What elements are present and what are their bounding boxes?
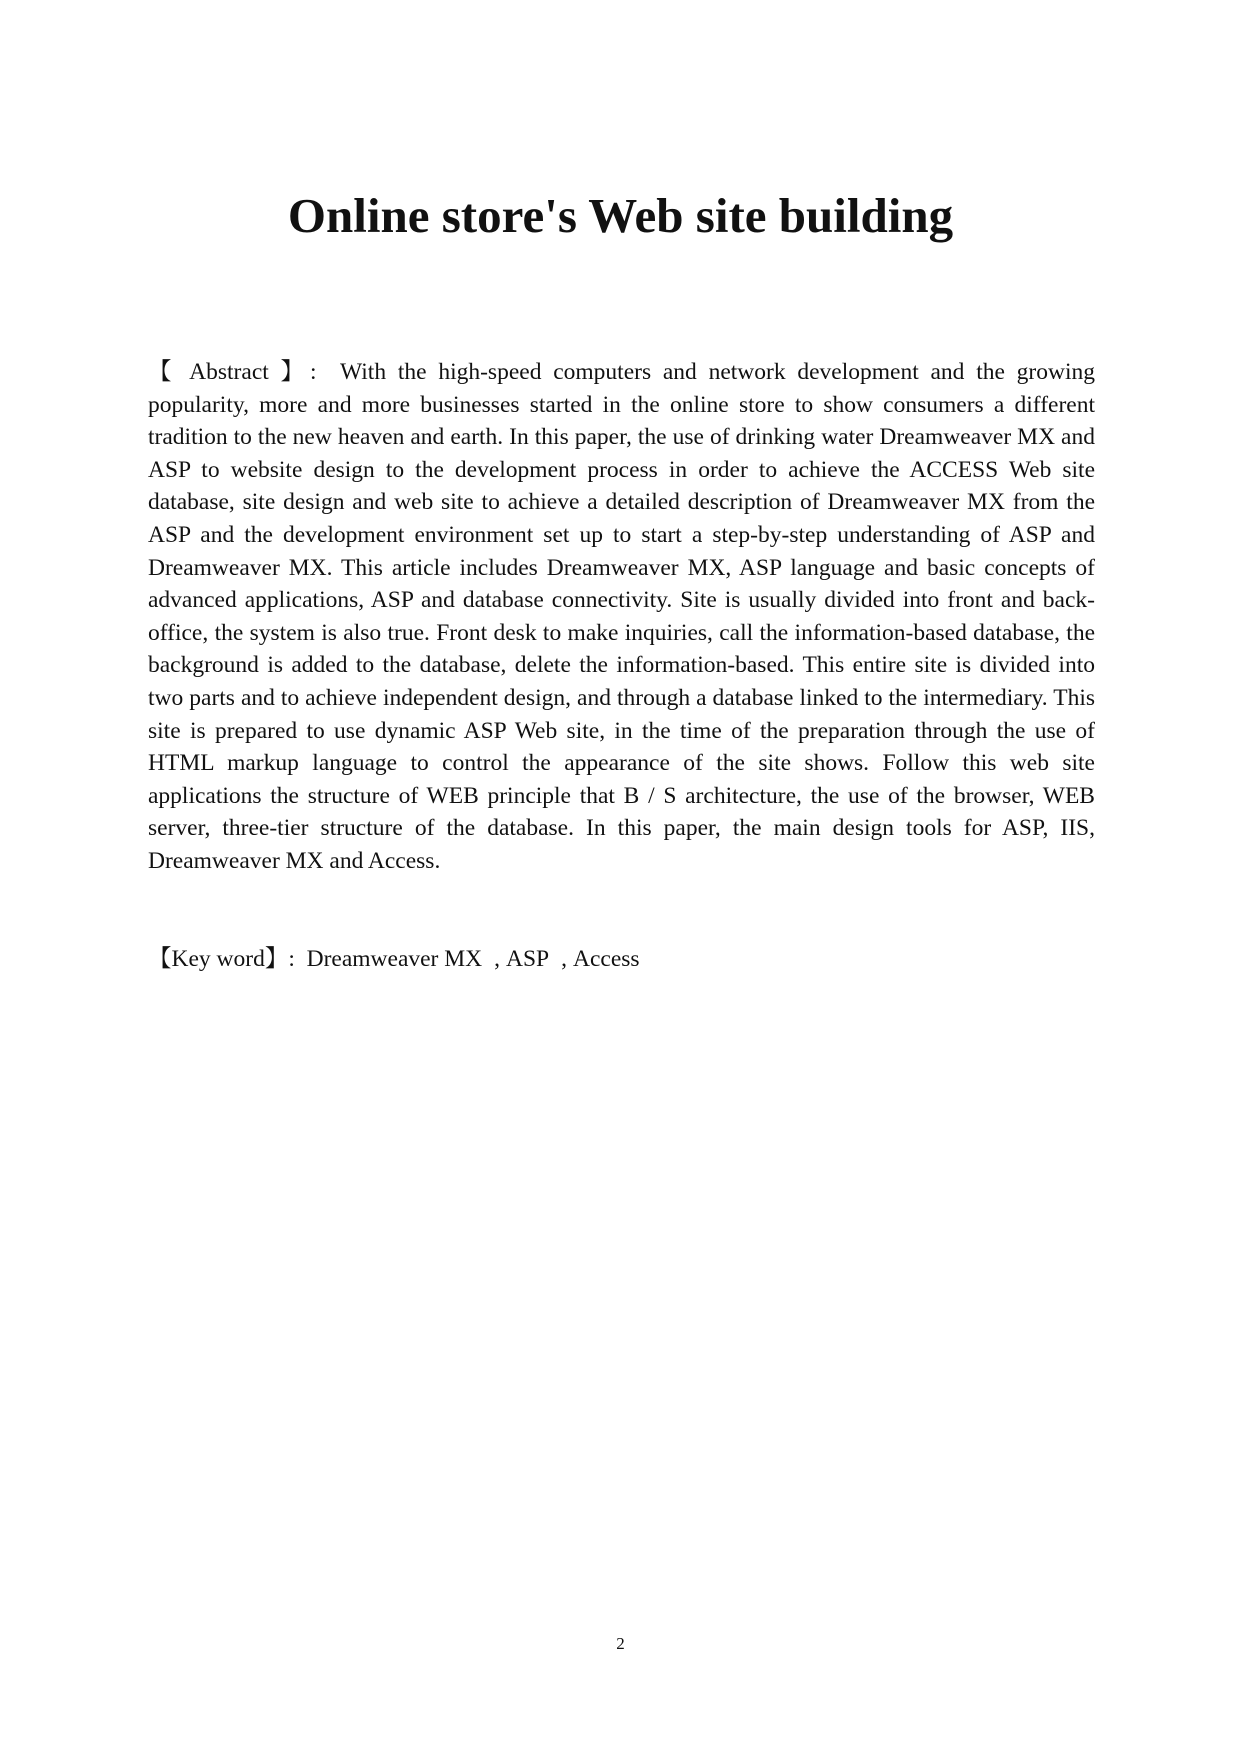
keyword-item: Access <box>573 946 640 972</box>
abstract-text: With the high-speed computers and network development and the growing popularity, more and more businesses started in the online store to show consumers a different tradition to the new heaven and earth. In this paper, the use of drinking water Dreamweaver MX and ASP to website design to the development process in order to achieve the ACCESS Web site database, site design and web site to achieve a detailed description of Dreamweaver MX from the ASP and the development environment set up to start a step-by-step understanding of ASP and Dreamweaver MX. This article includes Dreamweaver MX, ASP language and basic concepts of advanced applications, ASP and database connectivity. Site is usually divided into front and back-office, the system is also true. Front desk to make inquiries, call the information-based database, the background is added to the database, delete the information-based. This entire site is divided into two parts and to achieve independent design, and through a database linked to the intermediary. This site is prepared to use dynamic ASP Web site, in the time of the preparation through the use of HTML markup language to control the appearance of the site shows. Follow this web site applications the structure of WEB principle that B / S architecture, the use of the browser, WEB server, three-tier structure of the database. In this paper, the main design tools for ASP, IIS, Dreamweaver MX and Access. <box>148 359 1096 874</box>
abstract-paragraph <box>148 356 1095 878</box>
page-number: 2 <box>616 1634 625 1653</box>
keywords-label: 【Key word】: <box>148 946 295 972</box>
keyword-item: ASP <box>506 946 550 972</box>
document-title: Online store's Web site building <box>287 188 954 243</box>
keyword-item: Dreamweaver MX <box>306 946 483 972</box>
keyword-separator: , <box>494 946 500 972</box>
keyword-separator: , <box>561 946 567 972</box>
keywords-line <box>148 943 1095 976</box>
abstract-label: 【 Abstract 】: <box>148 359 317 385</box>
